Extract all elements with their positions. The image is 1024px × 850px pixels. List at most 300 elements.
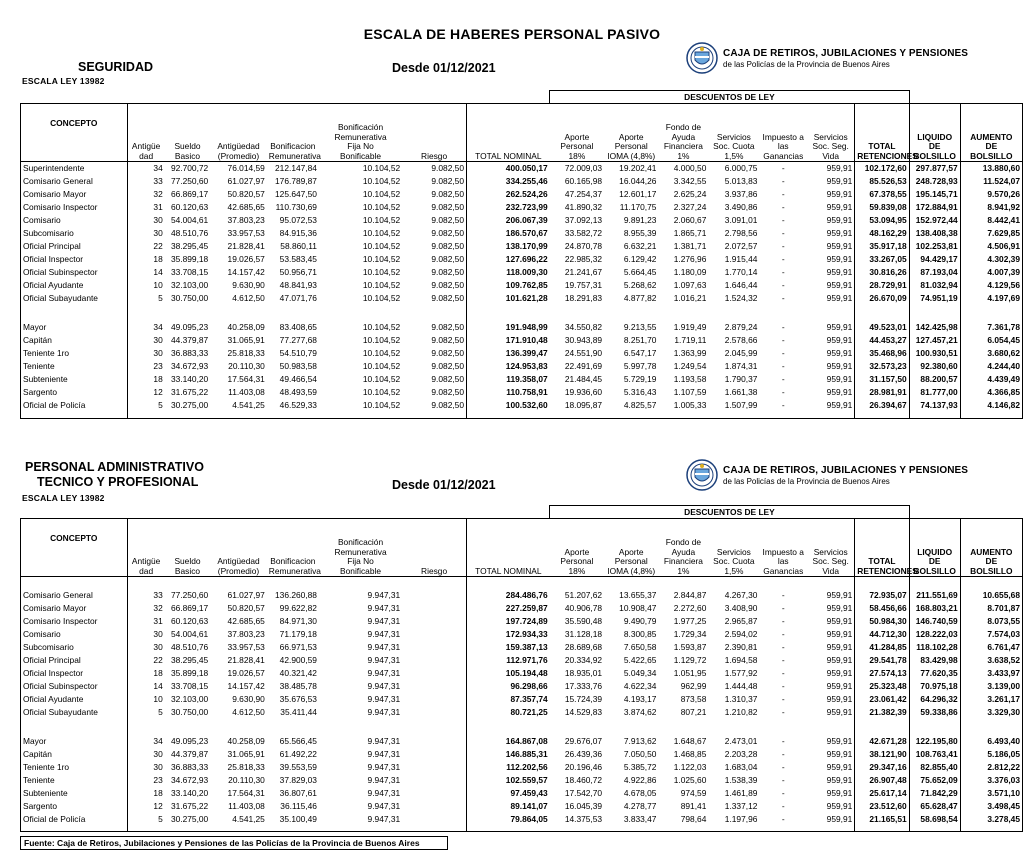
- cell-fondo: 1.249,54: [673, 361, 707, 371]
- cell-impuesto: -: [781, 706, 785, 717]
- cell-bonif-rem: 84.971,30: [279, 615, 317, 626]
- cell-ioma: 11.170,75: [619, 202, 657, 212]
- column-header-antig-promedio: [210, 519, 267, 577]
- cell-aumento: 3.261,17: [960, 693, 1022, 706]
- row-concepto: Comisario Inspector: [21, 201, 128, 214]
- cell-ioma: 4.877,82: [623, 293, 657, 303]
- cell-sueldo: 35.899,18: [170, 254, 209, 264]
- cell-antiguedad: 5: [158, 813, 163, 824]
- cell-aporte: 19.757,31: [564, 280, 603, 290]
- cell-riesgo: 9.082,50: [431, 400, 464, 410]
- caja-emblem-icon: [686, 42, 718, 74]
- cell-aporte: 21.484,45: [564, 374, 603, 384]
- cell-total-ret: 30.816,26: [855, 266, 909, 279]
- section1-title: [78, 60, 153, 75]
- column-header-line: DE: [985, 556, 998, 566]
- cell-aumento: 9.570,26: [960, 188, 1022, 201]
- cell-antig-promedio: 31.065,91: [227, 335, 265, 345]
- row-concepto: Mayor: [21, 735, 128, 748]
- column-header-servicios: [708, 104, 759, 162]
- column-header-line: Personal: [614, 141, 648, 151]
- table-administrativo: [20, 505, 1023, 832]
- column-header-line: Ganancias: [763, 150, 804, 161]
- section2-title-line: TECNICO Y PROFESIONAL: [37, 475, 199, 489]
- cell-bonif-rem: 47.071,76: [279, 293, 317, 303]
- column-header-line: LIQUIDO: [917, 131, 953, 142]
- cell-aumento: 3.139,00: [960, 680, 1022, 693]
- cell-liquido: 138.408,38: [909, 227, 960, 240]
- cell-impuesto: -: [781, 254, 785, 264]
- cell-bonif-fija: 10.104,52: [362, 400, 401, 410]
- cell-bonif-fija: 9.947,31: [367, 667, 401, 678]
- cell-aporte: 35.590,48: [564, 615, 603, 626]
- cell-antiguedad: 31: [153, 615, 163, 626]
- cell-servicios: 1.197,96: [724, 813, 758, 824]
- column-header-line: Bonificable: [340, 565, 382, 576]
- cell-fondo: 1.363,99: [673, 348, 707, 358]
- column-header-line: 18%: [568, 565, 586, 576]
- cell-bonif-rem: 176.789,87: [275, 176, 317, 186]
- cell-bonif-fija: 10.104,52: [362, 202, 401, 212]
- cell-fondo: 798,64: [680, 813, 707, 824]
- cell-sueldo: 44.379,87: [170, 335, 209, 345]
- descuentos-header: DESCUENTOS DE LEY: [550, 506, 909, 519]
- column-header-bonif-rem: [267, 104, 319, 162]
- cell-liquido: 92.380,60: [909, 360, 960, 373]
- cell-total-ret: 28.729,91: [855, 279, 909, 292]
- table-row: [21, 654, 1023, 667]
- cell-antig-promedio: 9.630,90: [232, 693, 265, 704]
- cell-total-ret: 32.573,23: [855, 360, 909, 373]
- table-row: [21, 175, 1023, 188]
- cell-aporte: 17.542,70: [564, 787, 603, 798]
- cell-ioma: 5.997,78: [623, 361, 657, 371]
- column-header-line: Impuesto a: [762, 131, 804, 142]
- cell-ioma: 5.422,65: [623, 654, 657, 665]
- cell-aumento: 3.433,97: [960, 667, 1022, 680]
- main-title: ESCALA DE HABERES PERSONAL PASIVO: [363, 26, 661, 42]
- cell-bonif-fija: 10.104,52: [362, 189, 401, 199]
- column-header-line: Servicios: [716, 546, 751, 557]
- column-header-line: Personal: [560, 141, 594, 151]
- cell-liquido: 127.457,21: [909, 334, 960, 347]
- cell-fondo: 3.342,55: [673, 176, 707, 186]
- cell-sueldo: 77.250,60: [170, 589, 209, 600]
- cell-liquido: 82.855,40: [909, 761, 960, 774]
- column-header-riesgo: Riesgo: [402, 519, 466, 577]
- cell-seguro: 959,91: [826, 267, 853, 277]
- cell-antig-promedio: 37.803,23: [227, 628, 265, 639]
- cell-ioma: 4.922,86: [623, 774, 657, 785]
- cell-servicios: 2.965,87: [724, 615, 758, 626]
- cell-impuesto: -: [781, 602, 785, 613]
- cell-sueldo: 30.275,00: [170, 400, 209, 410]
- cell-fondo: 974,59: [680, 787, 707, 798]
- cell-aumento: 3.498,45: [960, 800, 1022, 813]
- cell-antiguedad: 30: [153, 628, 163, 639]
- cell-antiguedad: 30: [153, 215, 163, 225]
- cell-antig-promedio: 20.110,30: [228, 361, 265, 371]
- row-concepto: Oficial Principal: [21, 240, 128, 253]
- cell-antiguedad: 30: [153, 228, 163, 238]
- cell-servicios: 4.267,30: [724, 589, 758, 600]
- cell-seguro: 959,91: [826, 602, 853, 613]
- column-header-line: Ayuda: [671, 131, 696, 142]
- cell-ioma: 10.908,47: [619, 602, 657, 613]
- cell-total-nominal: 112.202,56: [467, 761, 550, 774]
- cell-servicios: 1.790,37: [724, 374, 758, 384]
- cell-aporte: 29.676,07: [564, 735, 603, 746]
- column-header-impuesto: [759, 104, 807, 162]
- cell-riesgo: [402, 800, 466, 813]
- cell-seguro: 959,91: [826, 641, 853, 652]
- cell-riesgo: [402, 641, 466, 654]
- cell-fondo: 873,58: [680, 693, 707, 704]
- cell-liquido: 152.972,44: [909, 214, 960, 227]
- cell-antig-promedio: 4.541,25: [232, 813, 265, 824]
- column-header-line: Remunerativa: [334, 131, 387, 142]
- cell-riesgo: 9.082,50: [431, 293, 464, 303]
- cell-aporte: 14.375,53: [564, 813, 603, 824]
- cell-total-ret: 58.456,66: [855, 602, 909, 615]
- table-seguridad: [20, 90, 1023, 419]
- cell-aumento: 4.007,39: [960, 266, 1022, 279]
- cell-aumento: 4.506,91: [960, 240, 1022, 253]
- cell-liquido: 81.032,94: [909, 279, 960, 292]
- cell-bonif-fija: 9.947,31: [367, 641, 401, 652]
- cell-total-ret: 21.382,39: [855, 706, 909, 719]
- column-header-total-nominal: TOTAL NOMINAL: [467, 519, 550, 577]
- cell-bonif-rem: 46.529,33: [279, 400, 317, 410]
- cell-aumento: 6.761,47: [960, 641, 1022, 654]
- cell-sueldo: 31.675,22: [170, 800, 209, 811]
- table-row: [21, 787, 1023, 800]
- cell-antiguedad: 18: [153, 787, 163, 798]
- cell-impuesto: -: [781, 189, 785, 199]
- row-concepto: Subcomisario: [21, 227, 128, 240]
- cell-aumento: 7.574,03: [960, 628, 1022, 641]
- table-row: [21, 667, 1023, 680]
- cell-bonif-fija: 10.104,52: [362, 228, 401, 238]
- cell-riesgo: 9.082,50: [431, 335, 464, 345]
- logo-line2: de las Policías de la Provincia de Buenos Aires: [723, 476, 890, 486]
- cell-fondo: 2.625,24: [673, 189, 707, 199]
- column-header-line: DE: [928, 141, 941, 151]
- cell-servicios: 1.694,58: [724, 654, 758, 665]
- cell-bonif-fija: 9.947,31: [367, 706, 401, 717]
- cell-servicios: 1.770,14: [724, 267, 758, 277]
- column-header-line: Sueldo: [174, 556, 201, 566]
- cell-antig-promedio: 61.027,97: [227, 589, 265, 600]
- cell-antiguedad: 12: [153, 800, 163, 811]
- cell-impuesto: -: [781, 774, 785, 785]
- cell-antig-promedio: 76.014,59: [227, 163, 265, 173]
- row-concepto: Sargento: [21, 800, 128, 813]
- cell-seguro: 959,91: [826, 228, 853, 238]
- cell-total-ret: 23.512,60: [855, 800, 909, 813]
- cell-ioma: 12.601,17: [619, 189, 657, 199]
- cell-aporte: 41.890,32: [564, 202, 603, 212]
- cell-impuesto: -: [781, 667, 785, 678]
- column-header-line: 1%: [677, 150, 690, 161]
- cell-bonif-fija: 9.947,31: [367, 680, 401, 691]
- cell-riesgo: 9.082,50: [431, 228, 464, 238]
- cell-aumento: 3.638,52: [960, 654, 1022, 667]
- column-header-line: las: [777, 556, 789, 566]
- cell-liquido: 146.740,59: [909, 615, 960, 628]
- cell-bonif-rem: 40.321,42: [279, 667, 317, 678]
- cell-fondo: 1.719,11: [674, 335, 707, 345]
- cell-sueldo: 66.869,17: [170, 602, 209, 613]
- cell-impuesto: -: [781, 735, 785, 746]
- table-row: [21, 399, 1023, 412]
- cell-antiguedad: 22: [153, 241, 163, 251]
- column-header-impuesto: [759, 519, 807, 577]
- column-header-line: Servicios: [716, 131, 751, 142]
- cell-impuesto: -: [781, 280, 785, 290]
- column-header-line: Aporte: [564, 131, 590, 142]
- cell-impuesto: -: [781, 761, 785, 772]
- column-header-line: Soc. Seg.: [812, 556, 849, 566]
- cell-liquido: 77.620,35: [909, 667, 960, 680]
- column-header-aumento: [960, 104, 1022, 162]
- cell-antiguedad: 14: [153, 680, 163, 691]
- cell-total-ret: 102.172,60: [855, 162, 909, 176]
- cell-aporte: 17.333,76: [564, 680, 603, 691]
- column-header-line: Vida: [822, 565, 839, 576]
- section2-desde: Desde 01/12/2021: [392, 478, 496, 492]
- cell-aumento: 8.701,87: [960, 602, 1022, 615]
- cell-liquido: 88.200,57: [909, 373, 960, 386]
- cell-total-ret: 29.541,78: [855, 654, 909, 667]
- cell-sueldo: 49.095,23: [170, 322, 209, 332]
- cell-servicios: 1.538,39: [724, 774, 758, 785]
- cell-fondo: 1.648,67: [673, 735, 707, 746]
- cell-ioma: 5.049,34: [623, 667, 657, 678]
- row-concepto: Comisario: [21, 628, 128, 641]
- cell-seguro: 959,91: [826, 202, 853, 212]
- cell-aporte: 37.092,13: [564, 215, 603, 225]
- cell-seguro: 959,91: [826, 761, 853, 772]
- cell-seguro: 959,91: [826, 176, 853, 186]
- table-row: [21, 706, 1023, 719]
- cell-bonif-rem: 50.983,58: [279, 361, 317, 371]
- column-header-line: Basico: [174, 565, 201, 576]
- cell-aumento: 4.244,40: [960, 360, 1022, 373]
- table-row: [21, 373, 1023, 386]
- column-header-total-ret: [855, 104, 918, 162]
- column-header-line: 18%: [568, 150, 586, 161]
- table-row: [21, 735, 1023, 748]
- cell-fondo: 1.977,25: [673, 615, 707, 626]
- table-row: [21, 774, 1023, 787]
- cell-bonif-rem: 36.807,61: [279, 787, 317, 798]
- cell-seguro: 959,91: [826, 667, 853, 678]
- cell-bonif-rem: 49.466,54: [279, 374, 317, 384]
- cell-bonif-rem: 83.408,65: [279, 322, 317, 332]
- cell-aumento: 8.442,41: [960, 214, 1022, 227]
- cell-servicios: 5.013,83: [724, 176, 758, 186]
- row-concepto: Capitán: [21, 334, 128, 347]
- cell-aumento: 8.073,55: [960, 615, 1022, 628]
- cell-ioma: 3.833,47: [623, 813, 657, 824]
- column-header-line: Antigüedad: [217, 556, 260, 566]
- cell-aporte: 20.334,92: [564, 654, 603, 665]
- cell-total-nominal: 102.559,57: [467, 774, 550, 787]
- cell-impuesto: -: [781, 215, 785, 225]
- column-header-aporte: [550, 104, 604, 162]
- cell-total-ret: 48.162,29: [855, 227, 909, 240]
- cell-impuesto: -: [781, 800, 785, 811]
- table-row: [21, 321, 1023, 334]
- row-concepto: Teniente 1ro: [21, 761, 128, 774]
- cell-bonif-rem: 61.492,22: [279, 748, 317, 759]
- cell-seguro: 959,91: [826, 280, 853, 290]
- table-row: [21, 641, 1023, 654]
- cell-seguro: 959,91: [826, 163, 853, 173]
- cell-riesgo: 9.082,50: [431, 241, 464, 251]
- cell-bonif-fija: 10.104,52: [362, 163, 401, 173]
- table-row: [21, 615, 1023, 628]
- cell-sueldo: 33.708,15: [170, 680, 209, 691]
- cell-total-nominal: 100.532,60: [467, 399, 550, 412]
- cell-bonif-rem: 35.411,44: [280, 706, 317, 717]
- table-row: [21, 680, 1023, 693]
- cell-liquido: 128.222,03: [909, 628, 960, 641]
- cell-antiguedad: 30: [153, 641, 163, 652]
- cell-seguro: 959,91: [826, 680, 853, 691]
- cell-total-ret: 72.935,07: [855, 589, 909, 602]
- column-header-line: RETENCIONES: [857, 150, 918, 161]
- row-concepto: Superintendente: [21, 162, 128, 176]
- cell-antiguedad: 18: [153, 374, 163, 384]
- logo-line2: de las Policías de la Provincia de Buenos Aires: [723, 59, 890, 69]
- cell-servicios: 1.337,12: [724, 800, 758, 811]
- cell-impuesto: -: [781, 813, 785, 824]
- cell-bonif-rem: 77.277,68: [279, 335, 317, 345]
- cell-aumento: 4.366,85: [960, 386, 1022, 399]
- cell-riesgo: [402, 693, 466, 706]
- cell-riesgo: 9.082,50: [431, 361, 464, 371]
- cell-bonif-fija: 9.947,31: [367, 800, 401, 811]
- cell-seguro: 959,91: [826, 615, 853, 626]
- cell-total-nominal: 89.141,07: [467, 800, 550, 813]
- cell-servicios: 2.390,81: [724, 641, 758, 652]
- cell-impuesto: -: [781, 387, 785, 397]
- cell-antig-promedio: 50.820,57: [227, 189, 265, 199]
- cell-fondo: 2.060,67: [673, 215, 707, 225]
- cell-riesgo: 9.082,50: [431, 202, 464, 212]
- table-row: [21, 240, 1023, 253]
- cell-total-nominal: 159.387,13: [467, 641, 550, 654]
- row-concepto: Subteniente: [21, 787, 128, 800]
- cell-servicios: 1.461,89: [724, 787, 758, 798]
- cell-antig-promedio: 37.803,23: [227, 215, 265, 225]
- cell-seguro: 959,91: [826, 400, 853, 410]
- cell-aporte: 19.936,60: [564, 387, 603, 397]
- column-header-line: Bonificación: [337, 122, 384, 132]
- cell-antig-promedio: 21.828,41: [227, 654, 265, 665]
- column-header-line: TOTAL: [868, 141, 896, 151]
- column-header-line: TOTAL: [868, 556, 896, 566]
- cell-aporte: 60.165,98: [564, 176, 603, 186]
- cell-seguro: 959,91: [826, 241, 853, 251]
- cell-bonif-rem: 136.260,88: [275, 589, 317, 600]
- cell-total-ret: 67.378,55: [855, 188, 909, 201]
- cell-total-ret: 53.094,95: [855, 214, 909, 227]
- cell-liquido: 70.975,18: [909, 680, 960, 693]
- column-header-line: Vida: [822, 150, 839, 161]
- column-header-line: LIQUIDO: [917, 546, 953, 557]
- column-header-line: Financiera: [663, 556, 703, 566]
- cell-aumento: 3.278,45: [960, 813, 1022, 826]
- table-row: [21, 162, 1023, 176]
- cell-bonif-rem: 54.510,79: [279, 348, 317, 358]
- cell-bonif-fija: 10.104,52: [362, 335, 401, 345]
- column-header-bonif-fija: [319, 519, 402, 577]
- column-header-line: Basico: [174, 150, 201, 161]
- column-header-bonif-fija: [319, 104, 402, 162]
- cell-total-ret: 44.453,27: [855, 334, 909, 347]
- table-row: [21, 360, 1023, 373]
- cell-fondo: 2.844,87: [673, 589, 707, 600]
- cell-bonif-rem: 95.072,53: [279, 215, 317, 225]
- column-header-line: RETENCIONES: [857, 565, 918, 576]
- cell-ioma: 16.044,26: [619, 176, 657, 186]
- cell-antig-promedio: 14.157,42: [227, 267, 265, 277]
- column-header-bonif-rem: [267, 519, 319, 577]
- table-row: [21, 602, 1023, 615]
- cell-impuesto: -: [781, 335, 785, 345]
- cell-bonif-rem: 66.971,53: [279, 641, 317, 652]
- cell-sueldo: 38.295,45: [170, 654, 209, 665]
- column-header-line: BOLSILLO: [913, 150, 956, 161]
- cell-antig-promedio: 40.258,09: [227, 735, 265, 746]
- cell-seguro: 959,91: [826, 293, 853, 303]
- cell-riesgo: [402, 735, 466, 748]
- cell-seguro: 959,91: [826, 254, 853, 264]
- cell-impuesto: -: [781, 267, 785, 277]
- cell-aumento: 8.941,92: [960, 201, 1022, 214]
- cell-total-nominal: 101.621,28: [467, 292, 550, 305]
- cell-bonif-fija: 10.104,52: [362, 241, 401, 251]
- cell-total-ret: 33.267,05: [855, 253, 909, 266]
- cell-bonif-rem: 38.485,78: [279, 680, 317, 691]
- cell-liquido: 59.338,86: [909, 706, 960, 719]
- cell-impuesto: -: [781, 615, 785, 626]
- cell-riesgo: 9.082,50: [431, 322, 464, 332]
- column-header-line: IOMA (4,8%): [607, 150, 656, 161]
- cell-bonif-fija: 10.104,52: [362, 361, 401, 371]
- cell-aporte: 18.291,83: [564, 293, 603, 303]
- cell-riesgo: [402, 787, 466, 800]
- row-concepto: Comisario Inspector: [21, 615, 128, 628]
- cell-bonif-rem: 84.915,36: [279, 228, 317, 238]
- column-header-fondo: [658, 519, 708, 577]
- row-concepto: Oficial Subinspector: [21, 680, 128, 693]
- cell-servicios: 1.874,31: [724, 361, 758, 371]
- cell-antiguedad: 5: [158, 706, 163, 717]
- cell-seguro: 959,91: [826, 189, 853, 199]
- cell-servicios: 2.473,01: [724, 735, 758, 746]
- cell-bonif-rem: 53.583,45: [279, 254, 317, 264]
- cell-sueldo: 36.883,33: [170, 348, 209, 358]
- cell-bonif-rem: 71.179,18: [279, 628, 317, 639]
- cell-fondo: 1.005,33: [673, 400, 707, 410]
- cell-bonif-rem: 48.841,93: [279, 280, 317, 290]
- cell-antiguedad: 5: [158, 400, 163, 410]
- cell-fondo: 1.729,34: [673, 628, 707, 639]
